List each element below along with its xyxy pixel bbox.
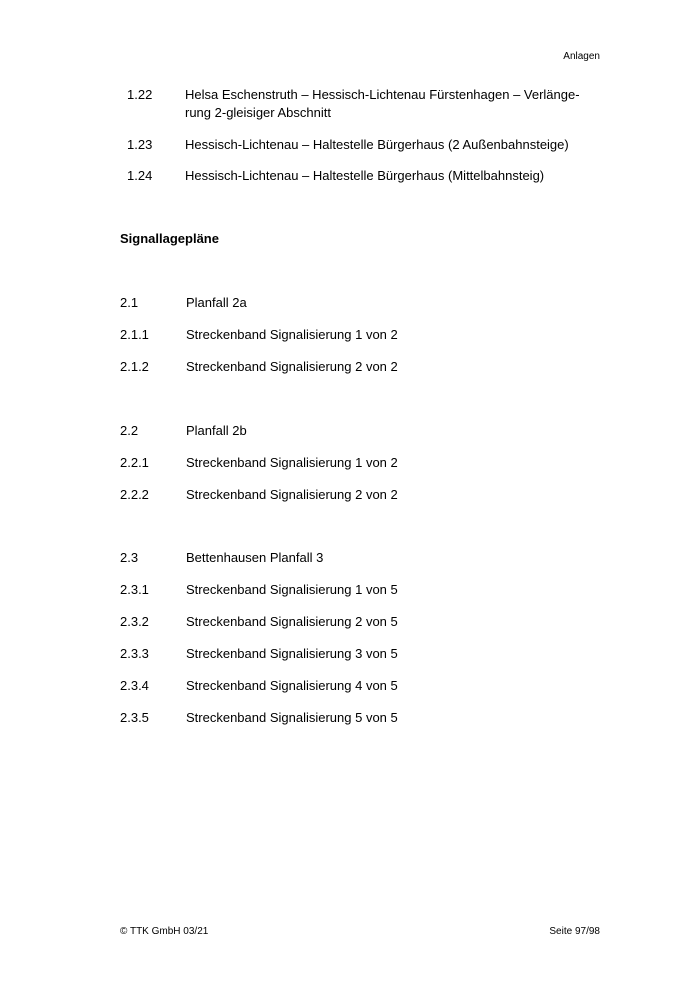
item-number: 2.3.4 [120,678,149,693]
item-number: 2.2.2 [120,487,149,502]
item-text: Streckenband Signalisierung 3 von 5 [186,646,398,661]
item-number: 2.2 [120,423,139,438]
item-number: 2.2.1 [120,455,149,470]
item-number: 1.24 [127,168,153,183]
item-number: 2.1 [120,295,139,310]
item-text: Streckenband Signalisierung 2 von 2 [186,487,398,502]
item-text: Planfall 2a [186,295,247,310]
item-text: Streckenband Signalisierung 1 von 2 [186,455,398,470]
item-number: 2.1.1 [120,327,149,342]
item-text: Streckenband Signalisierung 4 von 5 [186,678,398,693]
footer-copyright: © TTK GmbH 03/21 [120,926,209,937]
item-text: Streckenband Signalisierung 2 von 5 [186,614,398,629]
item-text: Bettenhausen Planfall 3 [186,550,324,565]
item-number: 2.3.5 [120,710,149,725]
item-text: Hessisch-Lichtenau – Haltestelle Bürgerhaus (Mittelbahnsteig) [185,168,545,183]
item-number: 2.3.2 [120,614,149,629]
item-number: 2.3.1 [120,582,149,597]
item-text: Helsa Eschenstruth – Hessisch-Lichtenau Fürstenhagen – Verlänge- [185,87,580,102]
item-text: Streckenband Signalisierung 2 von 2 [186,359,398,374]
item-text-continued: rung 2-gleisiger Abschnitt [185,105,331,120]
footer-page-number: Seite 97/98 [549,926,600,937]
item-number: 1.22 [127,87,153,102]
item-text: Streckenband Signalisierung 5 von 5 [186,710,398,725]
item-text: Streckenband Signalisierung 1 von 2 [186,327,398,342]
item-text: Hessisch-Lichtenau – Haltestelle Bürgerhaus (2 Außenbahnsteige) [185,137,569,152]
item-number: 2.3 [120,550,139,565]
item-text: Planfall 2b [186,423,247,438]
item-number: 2.1.2 [120,359,149,374]
section-heading: Signallagepläne [120,231,219,246]
item-number: 2.3.3 [120,646,149,661]
item-number: 1.23 [127,137,153,152]
item-text: Streckenband Signalisierung 1 von 5 [186,582,398,597]
page-header-section: Anlagen [563,51,600,62]
